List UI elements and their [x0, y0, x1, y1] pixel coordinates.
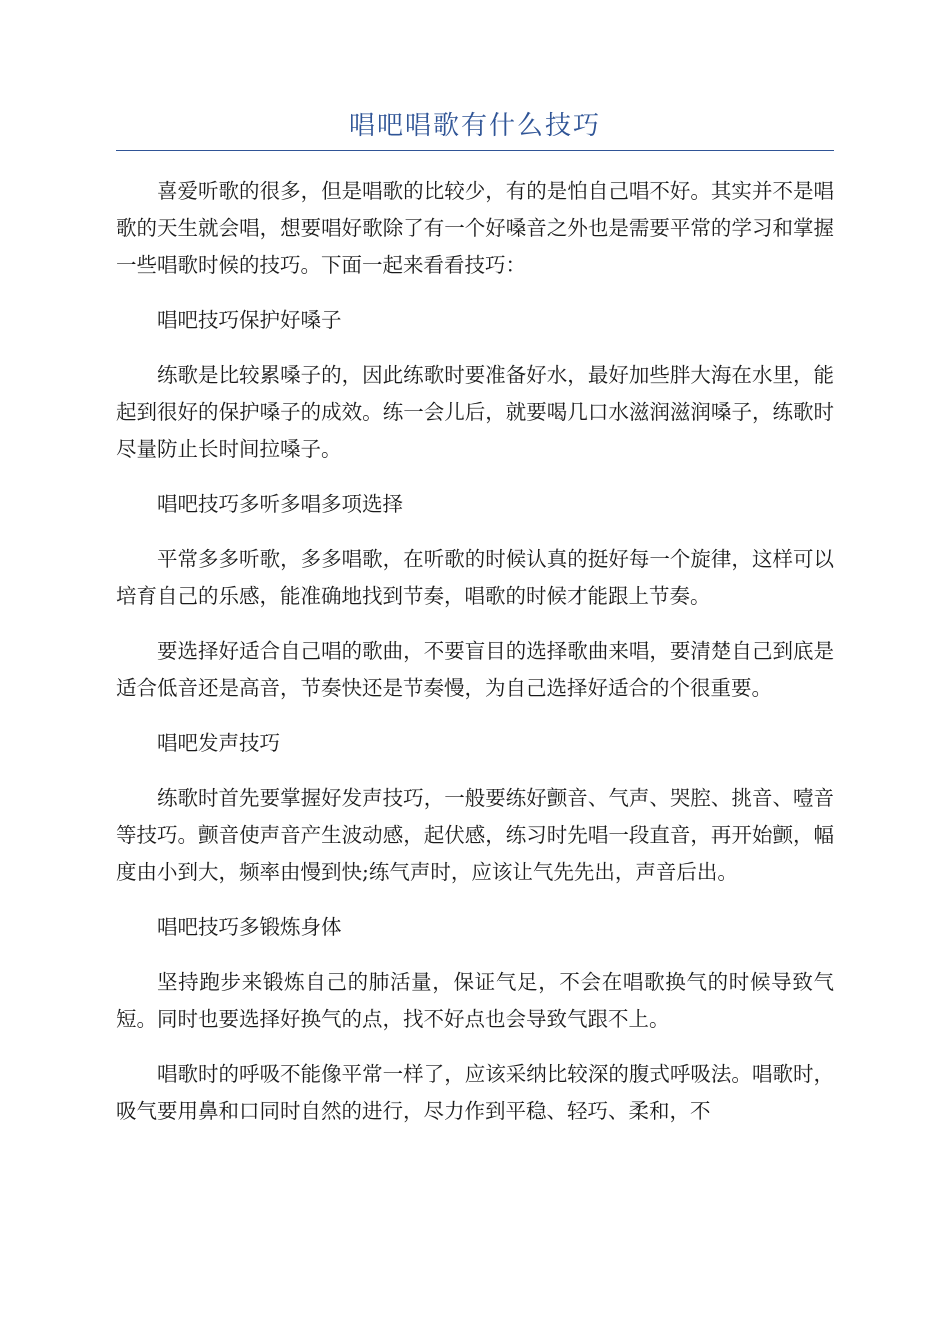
paragraph-choose-song: 要选择好适合自己唱的歌曲，不要盲目的选择歌曲来唱，要清楚自己到底是适合低音还是高音，节奏快还是节奏慢，为自己选择好适合的个很重要。	[116, 639, 834, 700]
section-heading-listen-sing: 唱吧技巧多听多唱多项选择	[157, 492, 403, 516]
section-heading-vocal-technique: 唱吧发声技巧	[157, 731, 280, 755]
paragraph-intro: 喜爱听歌的很多，但是唱歌的比较少，有的是怕自己唱不好。其实并不是唱歌的天生就会唱，想要唱好歌除了有一个好嗓音之外也是需要平常的学习和掌握一些唱歌时候的技巧。下面一起来看看技巧：	[116, 179, 834, 277]
section-heading-exercise: 唱吧技巧多锻炼身体	[157, 915, 342, 939]
paragraph-vocal-technique: 练歌时首先要掌握好发声技巧，一般要练好颤音、气声、哭腔、挑音、噎音等技巧。颤音使声音产生波动感，起伏感，练习时先唱一段直音，再开始颤，幅度由小到大，频率由慢到快;练气声时，应该让气先先出，声音后出。	[116, 786, 834, 884]
section-heading-protect-voice: 唱吧技巧保护好嗓子	[157, 308, 342, 332]
paragraph-exercise: 坚持跑步来锻炼自己的肺活量，保证气足，不会在唱歌换气的时候导致气短。同时也要选择好换气的点，找不好点也会导致气跟不上。	[116, 970, 834, 1031]
document-title: 唱吧唱歌有什么技巧	[348, 111, 601, 141]
paragraph-protect-voice: 练歌是比较累嗓子的，因此练歌时要准备好水，最好加些胖大海在水里，能起到很好的保护嗓子的成效。练一会儿后，就要喝几口水滋润滋润嗓子，练歌时尽量防止长时间拉嗓子。	[116, 363, 834, 461]
paragraph-breathing: 唱歌时的呼吸不能像平常一样了，应该采纳比较深的腹式呼吸法。唱歌时，吸气要用鼻和口同时自然的进行，尽力作到平稳、轻巧、柔和，不	[116, 1062, 834, 1123]
document-body	[116, 108, 834, 1148]
paragraph-listen-sing: 平常多多听歌，多多唱歌，在听歌的时候认真的挺好每一个旋律，这样可以培育自己的乐感，能准确地找到节奏，唱歌的时候才能跟上节奏。	[116, 547, 834, 608]
title-block	[116, 108, 834, 151]
